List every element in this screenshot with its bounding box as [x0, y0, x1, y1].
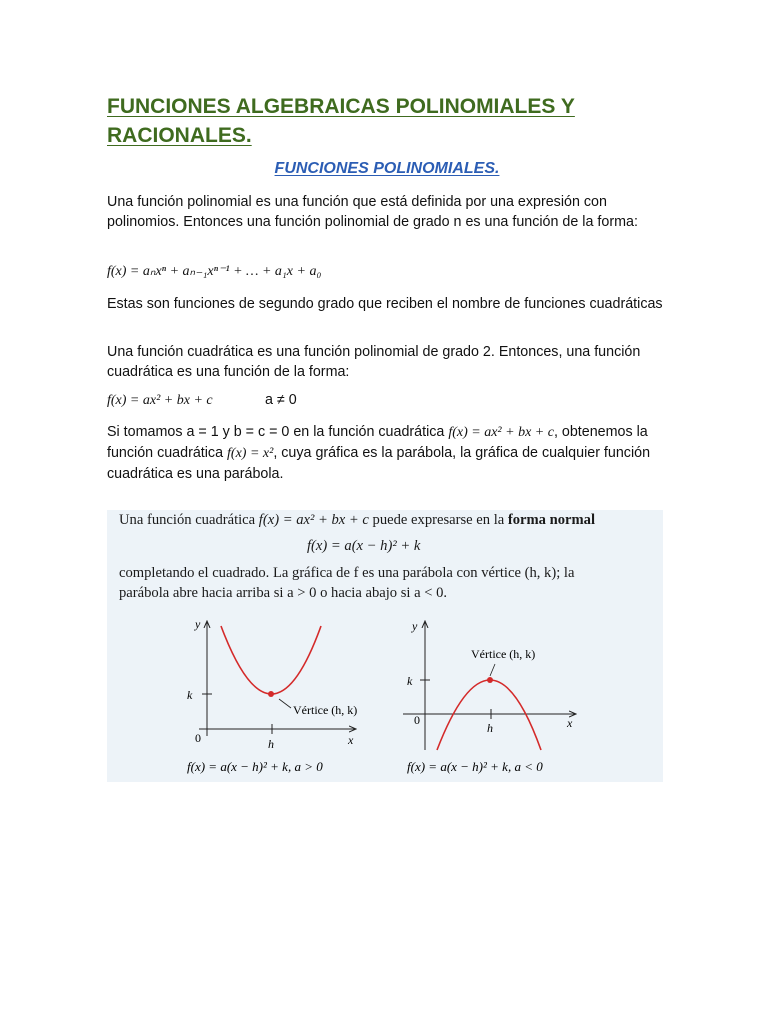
paragraph-quadratic-definition: Una función cuadrática es una función polinomial de grado 2. Entonces, una función cuadrática es una función de la forma: [107, 344, 641, 380]
right-k-label: k [407, 674, 413, 688]
quadratic-formula: f(x) = ax² + bx + c [107, 393, 213, 408]
figure-line-1-text-a: Una función cuadrática [119, 512, 256, 528]
left-graph-caption: f(x) = a(x − h)² + k, a > 0 [187, 759, 323, 774]
left-y-label: y [195, 617, 201, 631]
paragraph-example [107, 422, 667, 484]
normal-form-figure [107, 510, 663, 782]
left-vertex-label: Vértice (h, k) [293, 703, 358, 717]
figure-line-4: parábola abre hacia arriba si a > 0 o hacia abajo si a < 0. [119, 585, 448, 601]
example-text-a: Si tomamos a = 1 y b = c = 0 en la función cuadrática [107, 424, 445, 440]
left-x-label: x [348, 733, 354, 747]
left-vertex-leader [279, 699, 291, 708]
left-parabola-curve [221, 626, 321, 694]
quadratic-formula-row [107, 390, 667, 411]
figure-line-3: completando el cuadrado. La gráfica de f es una parábola con vértice (h, k); la [119, 565, 575, 581]
page-title: FUNCIONES ALGEBRAICAS POLINOMIALES Y RACIONALES. [107, 95, 575, 147]
paragraph-quadratic-intro: Estas son funciones de segundo grado que reciben el nombre de funciones cuadráticas [107, 296, 663, 312]
example-formula-1: f(x) = ax² + bx + c [448, 425, 554, 440]
example-text-b: , obtenemos la función cuadrática [107, 424, 648, 461]
polynomial-formula [107, 262, 667, 282]
section-subtitle: FUNCIONES POLINOMIALES. [274, 160, 500, 177]
polynomial-formula-text: f(x) = aₙxⁿ + aₙ₋₁xⁿ⁻¹ + … + a₁x + a₀ [107, 264, 322, 279]
example-text-c: , cuya gráfica es la parábola, la gráfica de cualquier función cuadrática es una parábola. [107, 445, 651, 482]
right-x-label: x [567, 716, 573, 730]
parabola-graphs [107, 510, 663, 782]
right-graph-caption: f(x) = a(x − h)² + k, a < 0 [407, 759, 543, 774]
left-h-label: h [268, 737, 274, 751]
figure-line-1-formula: f(x) = ax² + bx + c [258, 512, 369, 528]
left-k-label: k [187, 688, 193, 702]
right-vertex-leader [490, 664, 495, 676]
right-y-label: y [412, 619, 418, 633]
figure-line-2: f(x) = a(x − h)² + k [307, 538, 421, 554]
left-origin-label: 0 [195, 731, 201, 745]
right-h-label: h [487, 721, 493, 735]
right-graph [403, 619, 575, 774]
example-formula-2: f(x) = x² [227, 446, 274, 461]
right-vertex-point [487, 677, 493, 683]
right-vertex-label: Vértice (h, k) [471, 647, 536, 661]
right-parabola-curve [437, 680, 541, 750]
figure-line-1-bold: forma normal [507, 512, 596, 528]
left-vertex-point [268, 691, 274, 697]
figure-line-1-text-b: puede expresarse en la [372, 512, 505, 528]
right-origin-label: 0 [414, 713, 420, 727]
paragraph-definition: Una función polinomial es una función que está definida por una expresión con polinomios. Entonces una función polinomial de grado n es una función de la forma: [107, 194, 638, 230]
left-graph [187, 617, 357, 774]
condition-text: a ≠ 0 [265, 392, 297, 408]
